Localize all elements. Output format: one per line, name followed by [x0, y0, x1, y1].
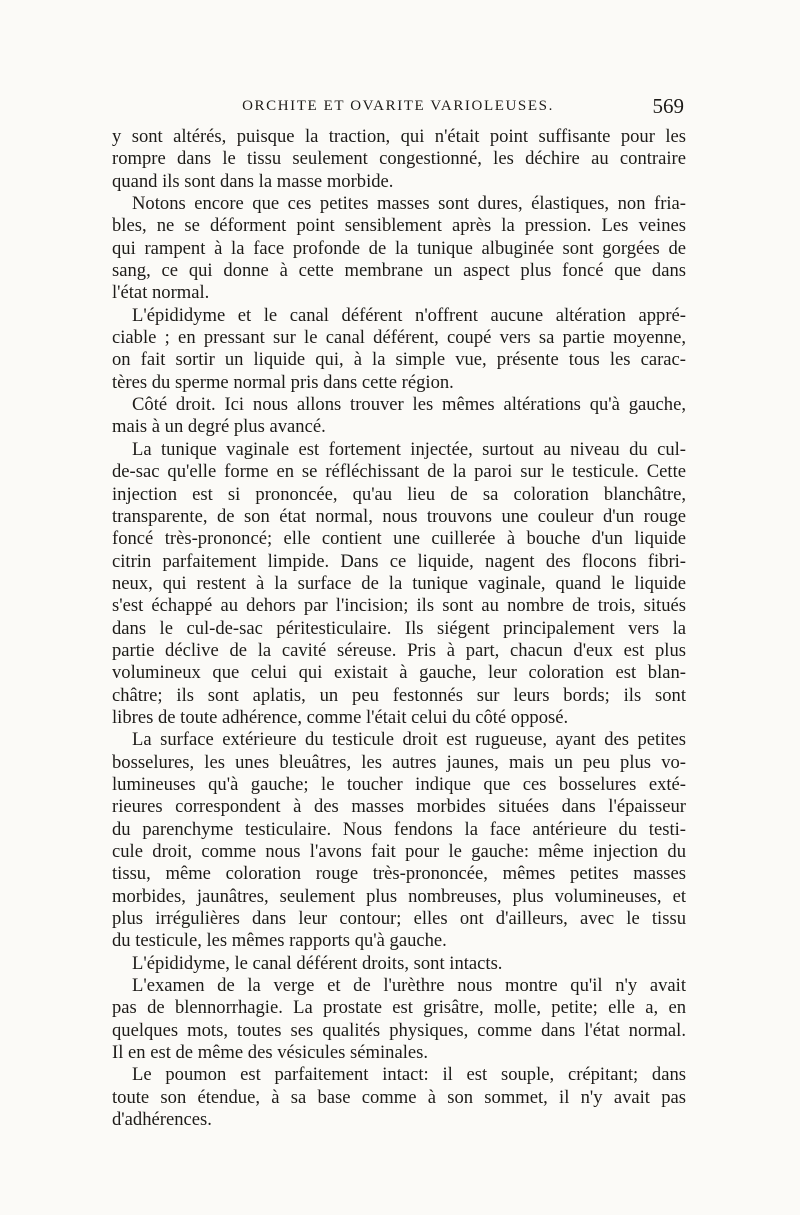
- text-line: La surface extérieure du testicule droit est rugueuse, ayant des petites: [132, 729, 686, 751]
- text-line: quelques mots, toutes ses qualités physiques, comme dans l'état normal.: [112, 1019, 686, 1041]
- text-line: qui rampent à la face profonde de la tunique albuginée sont gorgées de: [112, 237, 686, 259]
- text-line: du testicule, les mêmes rapports qu'à gauche.: [112, 930, 447, 952]
- text-line: dans le cul-de-sac péritesticulaire. Ils siégent principalement vers la: [112, 617, 686, 639]
- text-line: ciable ; en pressant sur le canal déférent, coupé vers sa partie moyenne,: [112, 327, 686, 349]
- text-line: citrin parfaitement limpide. Dans ce liquide, nagent des flocons fibri-: [112, 550, 686, 572]
- text-line: plus irrégulières dans leur contour; elles ont d'ailleurs, avec le tissu: [112, 908, 686, 930]
- text-line: Notons encore que ces petites masses sont dures, élastiques, non fria-: [132, 193, 686, 215]
- text-line: transparente, de son état normal, nous trouvons une couleur d'un rouge: [112, 505, 686, 527]
- text-line: toute son étendue, à sa base comme à son sommet, il n'y avait pas: [112, 1086, 686, 1108]
- text-line: L'épididyme et le canal déférent n'offrent aucune altération appré-: [132, 304, 686, 326]
- text-line: volumineux que celui qui existait à gauche, leur coloration est blan-: [112, 662, 686, 684]
- text-line: de-sac qu'elle forme en se réfléchissant de la paroi sur le testicule. Cette: [112, 461, 686, 483]
- text-line: foncé très-prononcé; elle contient une cuillerée à bouche d'un liquide: [112, 528, 686, 550]
- text-line: La tunique vaginale est fortement injectée, surtout au niveau du cul-: [132, 438, 686, 460]
- text-line: morbides, jaunâtres, seulement plus nombreuses, plus volumineuses, et: [112, 885, 686, 907]
- text-line: bosselures, les unes bleuâtres, les autres jaunes, mais un peu plus vo-: [112, 751, 686, 773]
- page-number: 569: [652, 94, 684, 118]
- text-line: Il en est de même des vésicules séminales.: [112, 1042, 428, 1064]
- text-line: partie déclive de la cavité séreuse. Pris à part, chacun d'eux est plus: [112, 639, 686, 661]
- text-line: rompre dans le tissu seulement congestionné, les déchire au contraire: [112, 148, 686, 170]
- text-line: on fait sortir un liquide qui, à la simple vue, présente tous les carac-: [112, 349, 686, 371]
- text-line: Le poumon est parfaitement intact: il est souple, crépitant; dans: [132, 1064, 686, 1086]
- text-line: sang, ce qui donne à cette membrane un aspect plus foncé que dans: [112, 260, 686, 282]
- text-line: L'épididyme, le canal déférent droits, sont intacts.: [132, 952, 503, 974]
- text-line: du parenchyme testiculaire. Nous fendons la face antérieure du testi-: [112, 818, 686, 840]
- text-line: l'état normal.: [112, 282, 210, 304]
- text-line: bles, ne se déforment point sensiblement après la pression. Les veines: [112, 215, 686, 237]
- text-line: neux, qui restent à la surface de la tunique vaginale, quand le liquide: [112, 572, 686, 594]
- text-line: quand ils sont dans la masse morbide.: [112, 170, 394, 192]
- body-text: [112, 126, 686, 1131]
- text-line: libres de toute adhérence, comme l'était celui du côté opposé.: [112, 706, 569, 728]
- text-line: Côté droit. Ici nous allons trouver les mêmes altérations qu'à gauche,: [132, 394, 686, 416]
- text-line: y sont altérés, puisque la traction, qui n'était point suffisante pour les: [112, 126, 686, 147]
- running-title: ORCHITE ET OVARITE VARIOLEUSES.: [242, 98, 554, 114]
- text-line: rieures correspondent à des masses morbides situées dans l'épaisseur: [112, 796, 686, 818]
- text-line: s'est échappé au dehors par l'incision; ils sont au nombre de trois, situés: [112, 595, 686, 617]
- text-line: châtre; ils sont aplatis, un peu festonnés sur leurs bords; ils sont: [112, 684, 686, 706]
- text-line: L'examen de la verge et de l'urèthre nous montre qu'il n'y avait: [132, 975, 686, 997]
- text-line: tissu, même coloration rouge très-prononcée, mêmes petites masses: [112, 863, 686, 885]
- text-line: d'adhérences.: [112, 1109, 212, 1131]
- text-line: lumineuses qu'à gauche; le toucher indique que ces bosselures exté-: [112, 773, 686, 795]
- text-line: cule droit, comme nous l'avons fait pour le gauche: même injection du: [112, 841, 686, 862]
- text-line: tères du sperme normal pris dans cette région.: [112, 371, 454, 393]
- text-line: injection est si prononcée, qu'au lieu de sa coloration blanchâtre,: [112, 483, 686, 505]
- text-line: mais à un degré plus avancé.: [112, 416, 326, 438]
- text-line: pas de blennorrhagie. La prostate est grisâtre, molle, petite; elle a, en: [112, 997, 686, 1019]
- running-head: [112, 94, 684, 120]
